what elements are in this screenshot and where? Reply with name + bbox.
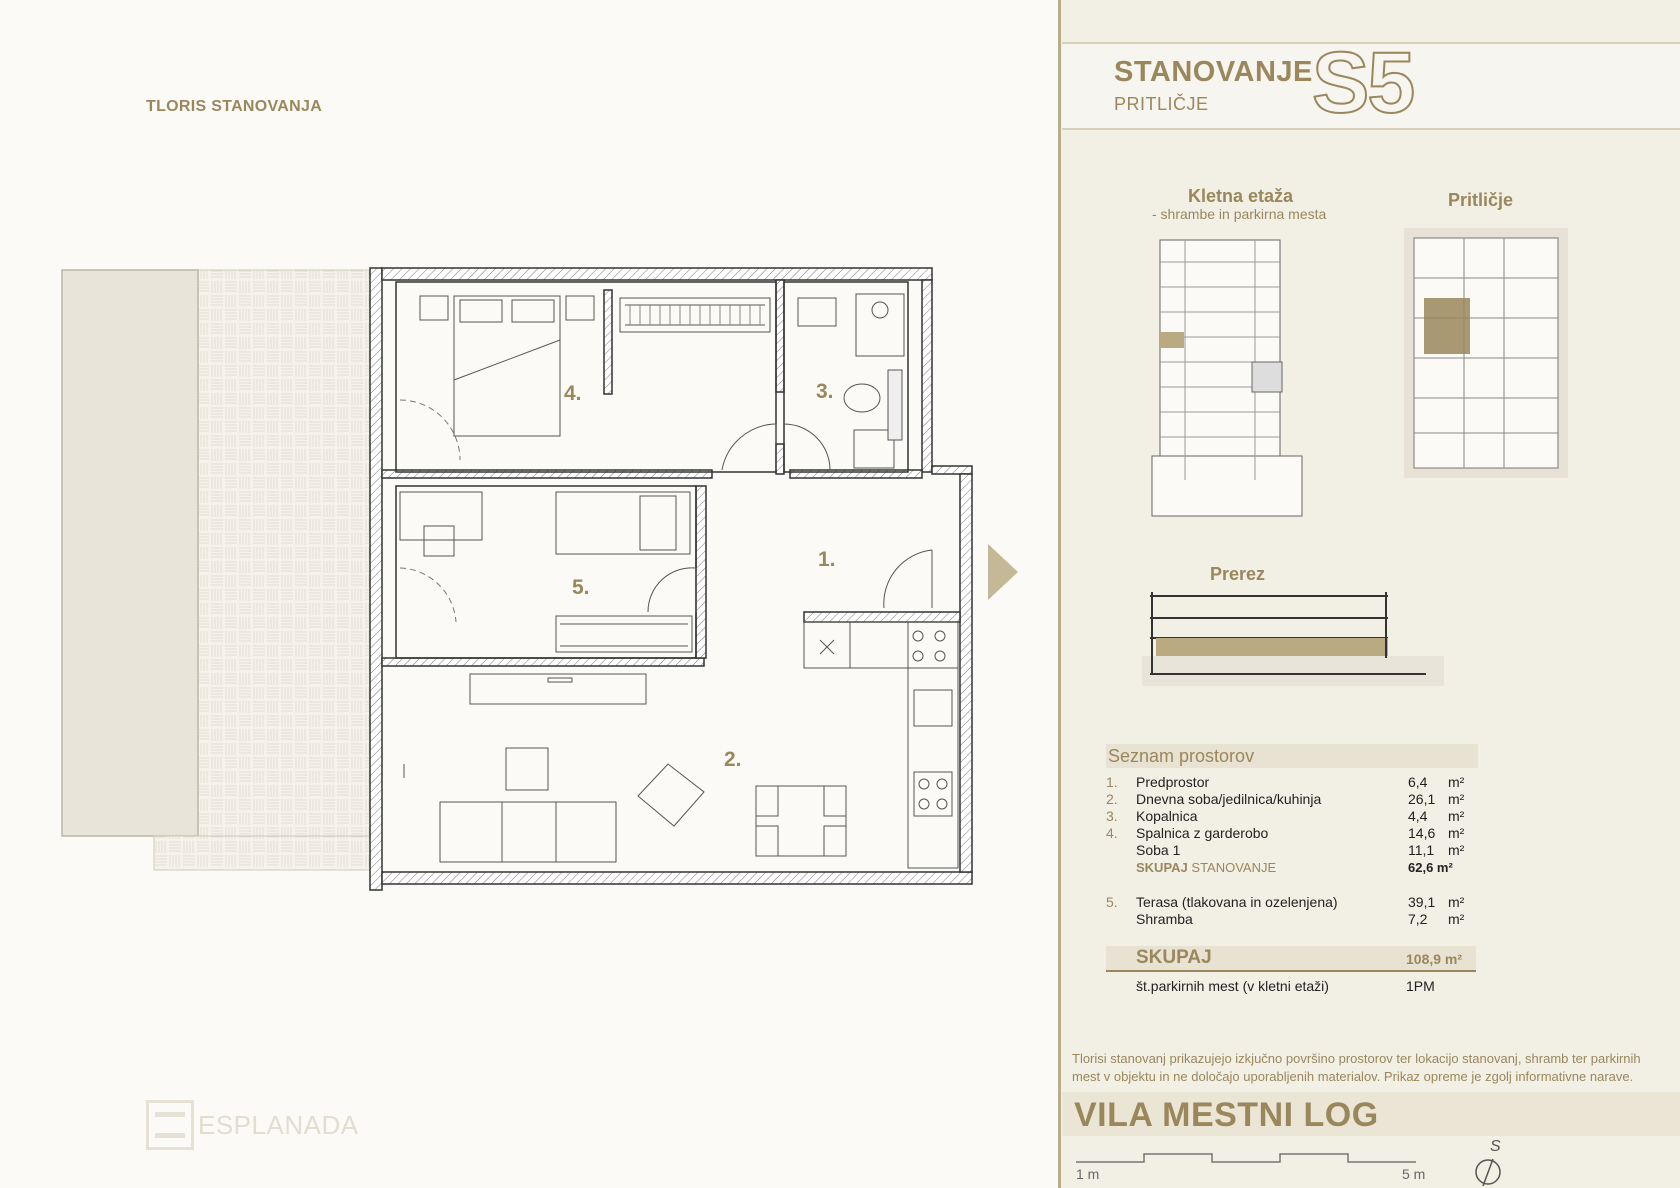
table-row (1106, 894, 1478, 911)
extra-rooms-table (1106, 894, 1478, 928)
room-number: 3. (1106, 808, 1118, 824)
wardrobe (620, 298, 770, 332)
room-number: 5. (1106, 894, 1118, 910)
room-name: Soba 1 (1136, 842, 1181, 858)
rooms-table (1106, 774, 1478, 876)
room-name: Shramba (1136, 911, 1193, 927)
logo-text: ESPLANADA (198, 1109, 359, 1140)
parking-label: št.parkirnih mest (v kletni etaži) (1136, 978, 1329, 994)
subtotal-row (1106, 859, 1478, 876)
plan-title: TLORIS STANOVANJA (146, 98, 323, 115)
basement-title: Kletna etaža (1188, 186, 1294, 206)
logo-mark-icon (146, 1100, 194, 1150)
entrance-arrow-icon (988, 544, 1018, 600)
room-number: 2. (1106, 791, 1118, 807)
table-row (1106, 791, 1478, 808)
walls (370, 268, 972, 890)
room-number (1106, 842, 1136, 859)
table-row (1106, 842, 1478, 859)
room-label-3: 3. (816, 380, 834, 403)
room-unit: m² (1448, 791, 1465, 807)
table-row (1106, 774, 1478, 791)
bed-double (420, 296, 594, 436)
room-area: 39,1 (1408, 894, 1436, 910)
rooms-heading: Seznam prostorov (1106, 744, 1478, 768)
room-unit: m² (1448, 911, 1465, 927)
bathroom-fixtures (798, 294, 904, 468)
apartment-code: S5 (1312, 35, 1414, 131)
terrace (62, 270, 372, 870)
room-area: 6,4 (1408, 774, 1428, 790)
room-unit: m² (1448, 774, 1465, 790)
table-row (1106, 825, 1478, 842)
section-diagram (1136, 588, 1446, 692)
room-unit: m² (1448, 894, 1465, 910)
room-unit: m² (1448, 842, 1465, 858)
room-label-5: 5. (572, 576, 590, 599)
section-title: Prerez (1210, 564, 1266, 584)
north-label: S (1490, 1138, 1501, 1155)
project-title: VILA MESTNI LOG (1074, 1096, 1379, 1134)
apartment-floor: PRITLIČJE (1114, 94, 1209, 114)
ground-title: Pritličje (1448, 190, 1514, 210)
total-label: SKUPAJ (1136, 947, 1212, 968)
room-name: Kopalnica (1136, 808, 1198, 824)
room-name: Predprostor (1136, 774, 1210, 790)
room-number: 4. (1106, 825, 1118, 841)
ground-floor-key-plan (1394, 208, 1580, 494)
room-label-4: 4. (564, 382, 582, 405)
subtotal-label-bold: SKUPAJ (1136, 860, 1188, 875)
room-label-2: 2. (724, 748, 742, 771)
room-area: 26,1 (1408, 791, 1436, 807)
room-unit: m² (1448, 808, 1465, 824)
apartment-title: STANOVANJE (1114, 56, 1313, 88)
subtotal-label-rest: STANOVANJE (1187, 860, 1277, 875)
disclaimer-note: Tlorisi stanovanj prikazujejo izkjučno površino prostorov ter lokacijo stanovanj, shramb ter parkirnih mest v objektu in ne določajo uporabljenih materialov. Prikaz opreme je zgolj informativne narave. (1072, 1051, 1641, 1084)
room-5-furniture (400, 492, 692, 652)
room-name: Spalnica z garderobo (1136, 825, 1269, 841)
brand-logo (146, 1100, 359, 1150)
basement-subtitle: - shrambe in parkirna mesta (1152, 206, 1327, 222)
scale-bar (1074, 1150, 1426, 1164)
living-room-furniture (440, 674, 846, 862)
scale-start-label: 1 m (1076, 1166, 1100, 1182)
scale-end-label: 5 m (1402, 1166, 1426, 1182)
basement-key-plan (1150, 232, 1310, 528)
kitchen (804, 622, 958, 868)
room-area: 14,6 (1408, 825, 1436, 841)
total-value: 108,9 m² (1406, 951, 1463, 967)
room-label-1: 1. (818, 548, 836, 571)
table-row (1106, 911, 1478, 928)
room-name: Terasa (tlakovana in ozelenjena) (1136, 894, 1338, 910)
room-unit: m² (1448, 825, 1465, 841)
room-area: 11,1 (1408, 842, 1435, 858)
room-number (1106, 911, 1136, 928)
parking-value: 1PM (1406, 978, 1435, 994)
subtotal-value: 62,6 m² (1408, 860, 1453, 875)
room-area: 4,4 (1408, 808, 1428, 824)
room-name: Dnevna soba/jedilnica/kuhinja (1136, 791, 1322, 807)
room-number: 1. (1106, 774, 1118, 790)
table-row (1106, 808, 1478, 825)
north-arrow-icon (1472, 1156, 1504, 1188)
room-area: 7,2 (1408, 911, 1428, 927)
